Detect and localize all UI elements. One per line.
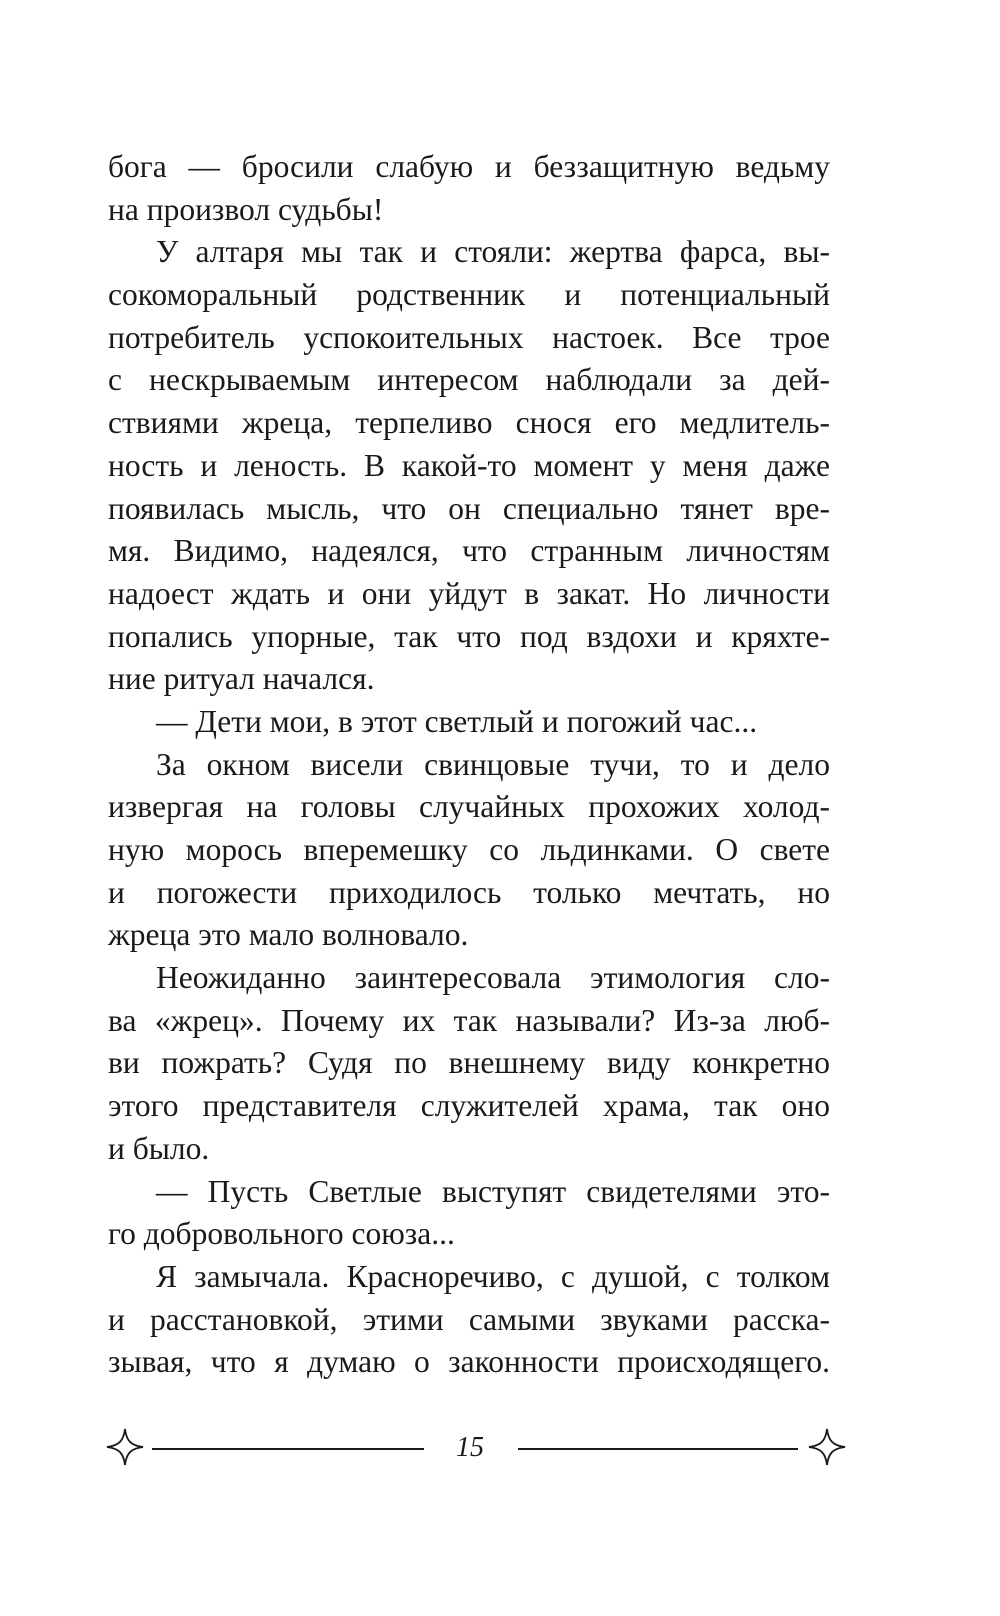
text-line: — Пусть Светлые выступят свидетелями это- [156,1173,830,1209]
four-point-star-icon [808,1428,846,1466]
text-line: жреца это мало волновало. [108,917,469,953]
text-line: За окном висели свинцовые тучи, то и дело [156,746,830,782]
text-line: — Дети мои, в этот светлый и погожий час... [156,703,758,739]
text-line: ную морось вперемешку со льдинками. О свете [108,832,830,867]
text-line: и расстановкой, этими самыми звуками расска- [108,1301,830,1337]
four-point-star-icon [106,1428,144,1466]
text-line: и было. [108,1130,210,1166]
text-line: надоест ждать и они уйдут в закат. Но личности [108,575,830,611]
text-line: с нескрываемым интересом наблюдали за дей- [108,362,830,398]
text-line: сокоморальный родственник и потенциальный [108,277,830,313]
text-line: и погожести приходилось только мечтать, но [108,874,830,910]
page-footer [0,1420,1000,1480]
text-line: извергая на головы случайных прохожих холод- [108,789,830,825]
text-line: У алтаря мы так и стояли: жертва фарса, вы- [156,234,830,270]
body-text [108,146,830,1384]
text-line: потребитель успокоительных настоек. Все трое [108,319,830,355]
text-line: появилась мысль, что он специально тянет вре- [108,490,830,526]
text-line: мя. Видимо, надеялся, что странным личностям [108,533,830,569]
page-number: 15 [456,1432,484,1463]
text-line: ви пожрать? Судя по внешнему виду конкретно [108,1045,830,1081]
text-line: го добровольного союза... [108,1216,455,1252]
text-line: этого представителя служителей храма, так оно [108,1088,830,1124]
text-line: ствиями жреца, терпеливо снося его медлитель- [108,405,830,441]
footer-rule-right [518,1448,798,1450]
text-line: бога — бросили слабую и беззащитную ведьму [108,149,830,184]
text-line: на произвол судьбы! [108,191,384,227]
text-line: ние ритуал начался. [108,661,375,697]
text-line: Неожиданно заинтересовала этимология сло- [156,960,830,996]
text-line: ность и леность. В какой-то момент у меня даже [108,447,830,483]
text-line: попались упорные, так что под вздохи и кряхте- [108,618,830,654]
text-line: зывая, что я думаю о законности происходящего. [108,1344,830,1380]
text-line: Я замычала. Красноречиво, с душой, с толком [156,1258,830,1294]
text-line: ва «жрец». Почему их так называли? Из-за люб- [108,1002,830,1038]
footer-rule-left [152,1448,424,1450]
